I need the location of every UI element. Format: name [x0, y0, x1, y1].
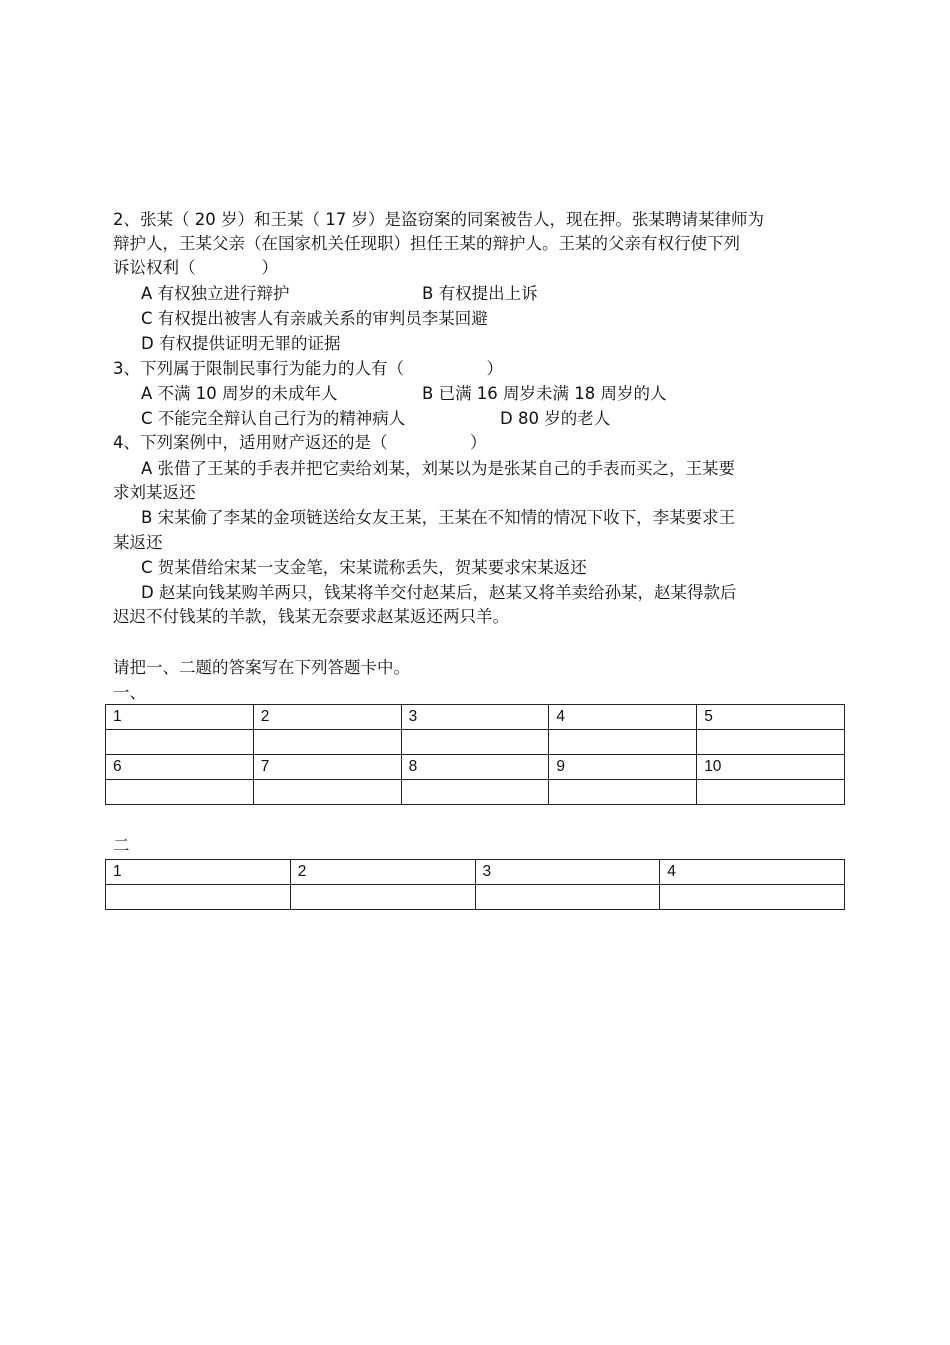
answer-cell[interactable]	[401, 780, 549, 805]
question-number-cell: 2	[290, 860, 475, 885]
table-row	[106, 730, 845, 755]
table-row	[106, 705, 845, 730]
table-row	[106, 860, 845, 885]
question-2-line-1: 2、张某（ 20 岁）和王某（ 17 岁）是盗窃案的同案被告人，现在押。张某聘请某律师为	[113, 210, 764, 229]
question-4-option-b-cont: 某返还	[113, 533, 163, 552]
question-number-cell: 3	[475, 860, 660, 885]
answer-cell[interactable]	[697, 780, 845, 805]
question-number-cell: 1	[106, 705, 254, 730]
answer-table-section-1	[105, 704, 845, 805]
table-row	[106, 885, 845, 910]
question-number-cell: 4	[660, 860, 845, 885]
question-2-option-a: A 有权独立进行辩护	[141, 284, 290, 303]
table-row	[106, 755, 845, 780]
answer-sheet-instruction: 请把一、二题的答案写在下列答题卡中。	[113, 658, 410, 677]
answer-cell[interactable]	[697, 730, 845, 755]
answer-cell[interactable]	[253, 780, 401, 805]
answer-cell[interactable]	[253, 730, 401, 755]
answer-table-section-2	[105, 859, 845, 910]
answer-cell[interactable]	[475, 885, 660, 910]
answer-cell[interactable]	[660, 885, 845, 910]
question-number-cell: 10	[697, 755, 845, 780]
question-number-cell: 5	[697, 705, 845, 730]
answer-cell[interactable]	[106, 885, 291, 910]
question-number-cell: 3	[401, 705, 549, 730]
question-4-option-d-cont: 迟迟不付钱某的羊款，钱某无奈要求赵某返还两只羊。	[113, 607, 509, 626]
question-number-cell: 4	[549, 705, 697, 730]
question-4-option-c: C 贺某借给宋某一支金笔，宋某谎称丢失，贺某要求宋某返还	[141, 558, 587, 577]
question-number-cell: 6	[106, 755, 254, 780]
question-3-line-1: 3、下列属于限制民事行为能力的人有（ ）	[113, 359, 503, 378]
answer-cell[interactable]	[106, 730, 254, 755]
question-3-option-a: A 不满 10 周岁的未成年人	[141, 384, 338, 403]
question-4-line-1: 4、下列案例中，适用财产返还的是（ ）	[113, 433, 487, 452]
answer-cell[interactable]	[549, 730, 697, 755]
answer-cell[interactable]	[106, 780, 254, 805]
question-number-cell: 9	[549, 755, 697, 780]
question-2-option-b: B 有权提出上诉	[422, 284, 538, 303]
question-2-option-d: D 有权提供证明无罪的证据	[141, 334, 341, 353]
question-3-option-b: B 已满 16 周岁未满 18 周岁的人	[422, 384, 667, 403]
question-number-cell: 1	[106, 860, 291, 885]
question-3-option-d: D 80 岁的老人	[500, 409, 611, 428]
question-2-line-3: 诉讼权利（ ）	[113, 258, 278, 277]
question-4-option-a-cont: 求刘某返还	[113, 483, 196, 502]
answer-cell[interactable]	[401, 730, 549, 755]
question-4-option-a: A 张借了王某的手表并把它卖给刘某，刘某以为是张某自己的手表而买之，王某要	[141, 459, 736, 478]
answer-cell[interactable]	[549, 780, 697, 805]
question-number-cell: 2	[253, 705, 401, 730]
question-2-option-c: C 有权提出被害人有亲戚关系的审判员李某回避	[141, 309, 488, 328]
question-3-option-c: C 不能完全辩认自己行为的精神病人	[141, 409, 406, 428]
question-2-line-2: 辩护人，王某父亲（在国家机关任现职）担任王某的辩护人。王某的父亲有权行使下列	[113, 234, 740, 253]
question-4-option-d: D 赵某向钱某购羊两只，钱某将羊交付赵某后，赵某又将羊卖给孙某，赵某得款后	[141, 583, 737, 602]
answer-cell[interactable]	[290, 885, 475, 910]
section-2-label: 二	[113, 836, 130, 855]
question-4-option-b: B 宋某偷了李某的金项链送给女友王某，王某在不知情的情况下收下，李某要求王	[141, 508, 736, 527]
question-number-cell: 7	[253, 755, 401, 780]
section-1-label: 一、	[113, 683, 146, 702]
table-row	[106, 780, 845, 805]
question-number-cell: 8	[401, 755, 549, 780]
